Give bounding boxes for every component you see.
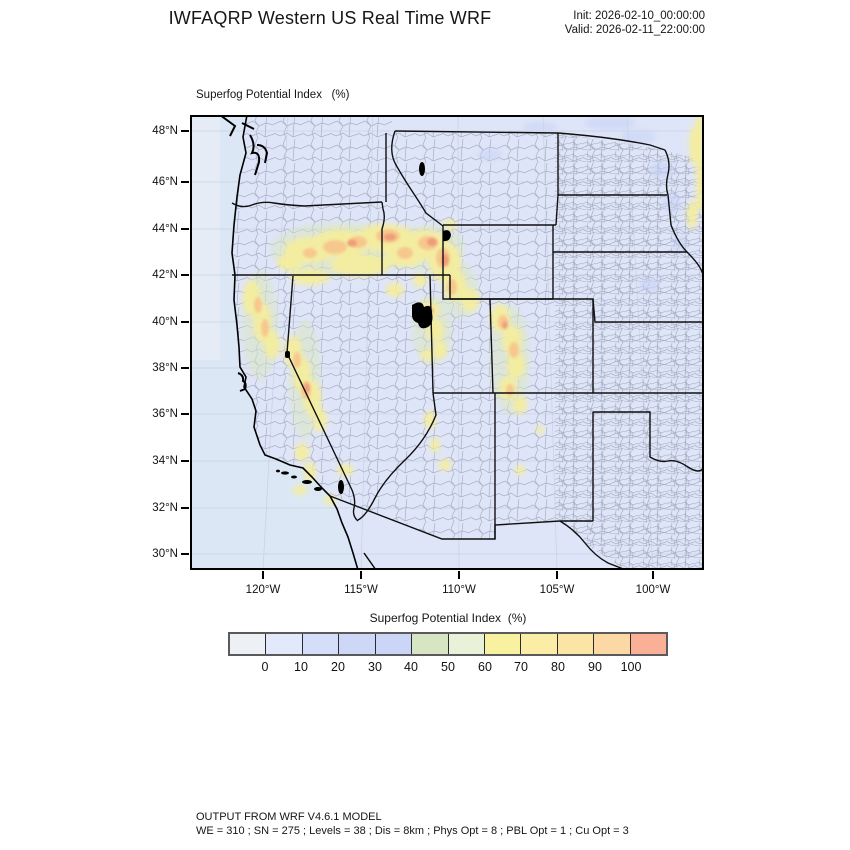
colorbar-cell [521, 634, 557, 654]
lon-label: 120°W [245, 584, 281, 596]
field-label: Superfog Potential Index (%) [196, 89, 350, 101]
colorbar-cell [449, 634, 485, 654]
wrf-map [190, 115, 704, 570]
lat-tick [181, 460, 189, 462]
lat-label: 48°N [152, 125, 178, 137]
colorbar-cell [412, 634, 448, 654]
colorbar-cell [594, 634, 630, 654]
colorbar-tick: 0 [261, 660, 269, 674]
valid-time: Valid: 2026-02-11_22:00:00 [564, 24, 705, 36]
colorbar-tick: 10 [294, 660, 308, 674]
lon-label: 110°W [442, 584, 476, 596]
colorbar-cell [376, 634, 412, 654]
colorbar-tick: 20 [331, 660, 345, 674]
run-times [455, 9, 705, 37]
lat-tick [181, 321, 189, 323]
colorbar-tick: 50 [441, 660, 455, 674]
model-info [196, 810, 629, 838]
model-info-line1: OUTPUT FROM WRF V4.6.1 MODEL [196, 811, 382, 823]
init-time: Init: 2026-02-10_00:00:00 [573, 10, 705, 22]
domain-edge-band [190, 115, 220, 360]
lat-tick [181, 274, 189, 276]
colorbar-label: Superfog Potential Index (%) [369, 611, 527, 625]
lat-tick [181, 507, 189, 509]
colorbar-tick: 40 [404, 660, 418, 674]
colorbar-cell [339, 634, 375, 654]
lat-label: 42°N [152, 269, 178, 281]
page-title: IWFAQRP Western US Real Time WRF [168, 8, 492, 28]
lon-tick [556, 571, 558, 579]
colorbar-cell [631, 634, 666, 654]
lat-label: 44°N [152, 223, 178, 235]
colorbar-tick: 30 [368, 660, 382, 674]
lat-label: 40°N [152, 316, 178, 328]
colorbar-cell [485, 634, 521, 654]
colorbar [228, 632, 668, 656]
colorbar-tick: 60 [478, 660, 492, 674]
lat-label: 30°N [152, 548, 178, 560]
lat-tick [181, 413, 189, 415]
colorbar-tick: 70 [514, 660, 528, 674]
lat-label: 46°N [152, 176, 178, 188]
colorbar-cell [558, 634, 594, 654]
colorbar-tick: 80 [551, 660, 565, 674]
colorbar-tick: 90 [588, 660, 602, 674]
model-info-line2: WE = 310 ; SN = 275 ; Levels = 38 ; Dis = 8km ; Phys Opt = 8 ; PBL Opt = 1 ; Cu Opt = 3 [196, 825, 629, 837]
lat-tick [181, 228, 189, 230]
lat-tick [181, 130, 189, 132]
lon-label: 115°W [344, 584, 378, 596]
lon-tick [360, 571, 362, 579]
colorbar-cell [266, 634, 302, 654]
lon-tick [262, 571, 264, 579]
lat-tick [181, 553, 189, 555]
lat-label: 32°N [152, 502, 178, 514]
colorbar-cell [230, 634, 266, 654]
lon-label: 100°W [635, 584, 671, 596]
lat-label: 36°N [152, 408, 178, 420]
lon-tick [458, 571, 460, 579]
lat-tick [181, 181, 189, 183]
colorbar-cell [303, 634, 339, 654]
lat-label: 34°N [152, 455, 178, 467]
colorbar-tick: 100 [620, 660, 642, 674]
lat-tick [181, 367, 189, 369]
map-canvas [190, 115, 704, 570]
lon-tick [652, 571, 654, 579]
lat-label: 38°N [152, 362, 178, 374]
lon-label: 105°W [539, 584, 575, 596]
